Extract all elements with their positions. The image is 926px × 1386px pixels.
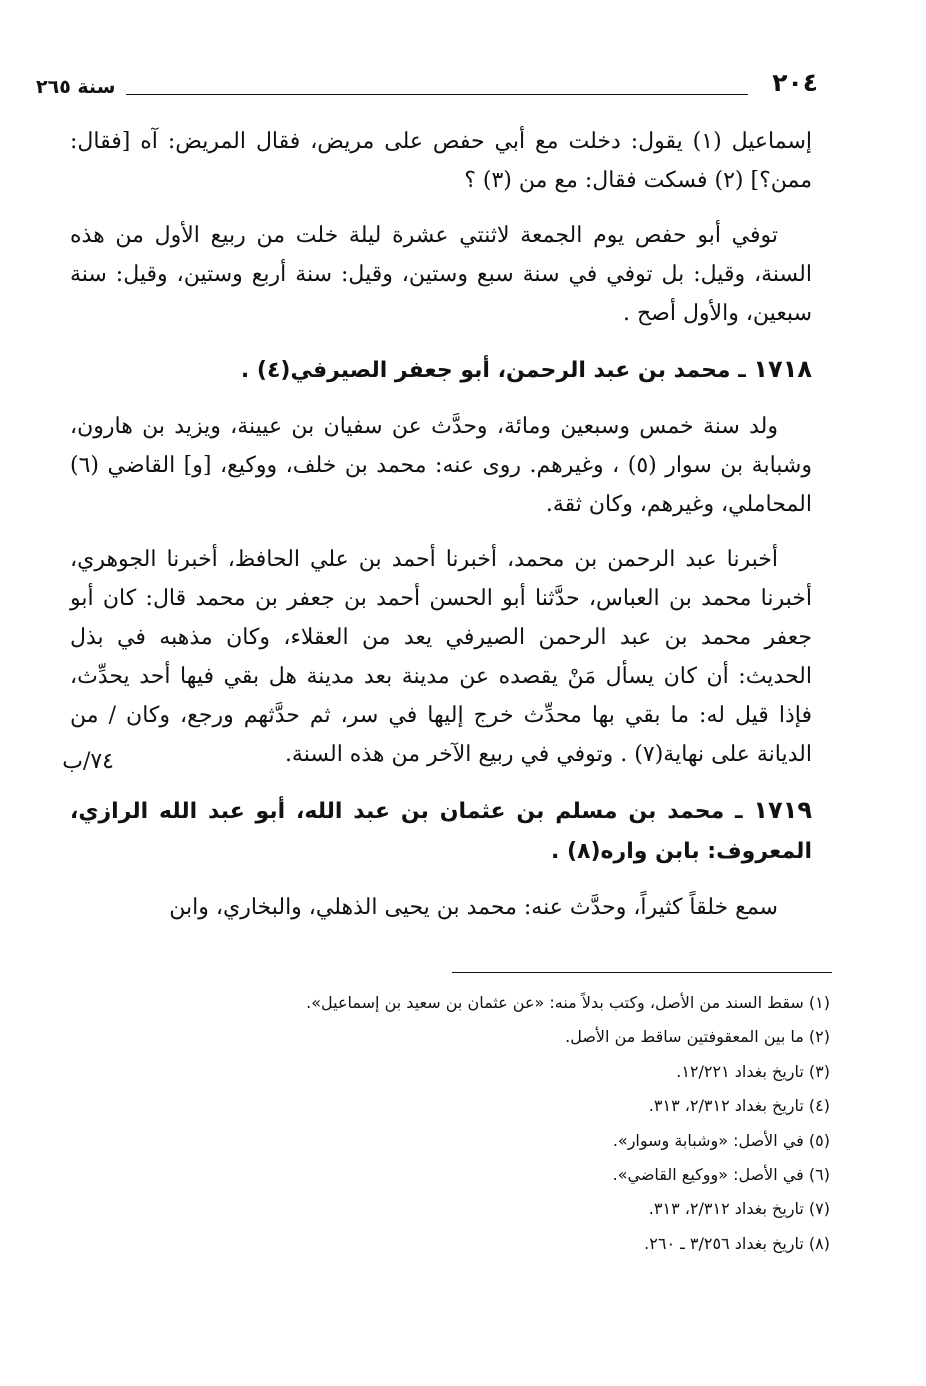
entry-title: ـ محمد بن عبد الرحمن، أبو جعفر الصيرفي(٤) . (240, 358, 746, 383)
main-text (70, 122, 812, 943)
footnote: (١) سقط السند من الأصل، وكتب بدلاً منه: «عن عثمان بن سعيد بن إسماعيل». (306, 993, 830, 1012)
paragraph-ibn-wara: سمع خلقاً كثيراً، وحدَّث عنه: محمد بن يحيى الذهلي، والبخاري، وابن (169, 895, 778, 920)
entry-heading-1719 (70, 790, 812, 872)
margin-folio-note: ٧٤/ب (62, 749, 114, 774)
entry-title: ـ محمد بن مسلم بن عثمان بن عبد الله، أبو عبد الله الرازي، المعروف: بابن واره(٨) . (70, 799, 812, 864)
running-head: سنة ٢٦٥ (36, 76, 116, 98)
footnote: (٣) تاريخ بغداد ١٢/٢٢١. (676, 1061, 830, 1081)
paragraph-birth-sayrafi: ولد سنة خمس وسبعين ومائة، وحدَّث عن سفيان بن عيينة، ويزيد بن هارون، وشبابة بن سوار (٥) ، وغيرهم. روى عنه: محمد بن خلف، ووكيع، [و] القاضي (٦) المحاملي، وغيرهم، وكان ثقة. (70, 414, 812, 517)
page-number: ٢٠٤ (772, 68, 818, 97)
header-rule (126, 94, 748, 95)
entry-heading-1718 (70, 349, 812, 391)
paragraph-ismail-quote: إسماعيل (١) يقول: دخلت مع أبي حفص على مريض، فقال المريض: آه [فقال: ممن؟] (٢) فسكت فقال: مع من (٣) ؟ (70, 129, 812, 193)
entry-number: ١٧١٩ (753, 796, 812, 824)
footnotes (90, 986, 830, 1261)
footnote: (٦) في الأصل: «ووكيع القاضي». (612, 1165, 830, 1185)
page-header (36, 66, 818, 104)
entry-number: ١٧١٨ (753, 355, 812, 383)
footnote-rule (452, 972, 832, 973)
paragraph-death-abu-hafs: توفي أبو حفص يوم الجمعة لاثنتي عشرة ليلة خلت من ربيع الأول من هذه السنة، وقيل: بل توفي في سنة سبع وستين، وقيل: سنة أربع وستين، وقيل: سنة سبعين، والأول أصح . (70, 223, 812, 326)
footnote: (٧) تاريخ بغداد ٢/٣١٢، ٣١٣. (648, 1199, 830, 1219)
footnote: (٢) ما بين المعقوفتين ساقط من الأصل. (565, 1027, 830, 1047)
footnote: (٤) تاريخ بغداد ٢/٣١٢، ٣١٣. (648, 1096, 830, 1116)
footnote: (٨) تاريخ بغداد ٣/٢٥٦ ـ ٢٦٠. (644, 1233, 830, 1253)
paragraph-isnad-sayrafi: أخبرنا عبد الرحمن بن محمد، أخبرنا أحمد بن علي الحافظ، أخبرنا الجوهري، أخبرنا محمد بن العباس، حدَّثنا أبو الحسن أحمد بن جعفر بن محمد قال: كان أبو جعفر محمد بن عبد الرحمن الصيرفي يعد من العقلاء، وكان مذهبه في بذل الحديث: أن كان يسأل مَنْ يقصده عن مدينة بعد مدينة هل بقي فيها أحد يحدِّث، فإذا قيل له: ما بقي بها محدِّث خرج إليها في سر، ثم حدَّثهم ورجع، وكان / من الديانة على نهاية(٧) . وتوفي في ربيع الآخر من هذه السنة. (70, 547, 812, 767)
footnote: (٥) في الأصل: «وشبابة وسوار». (612, 1130, 830, 1150)
